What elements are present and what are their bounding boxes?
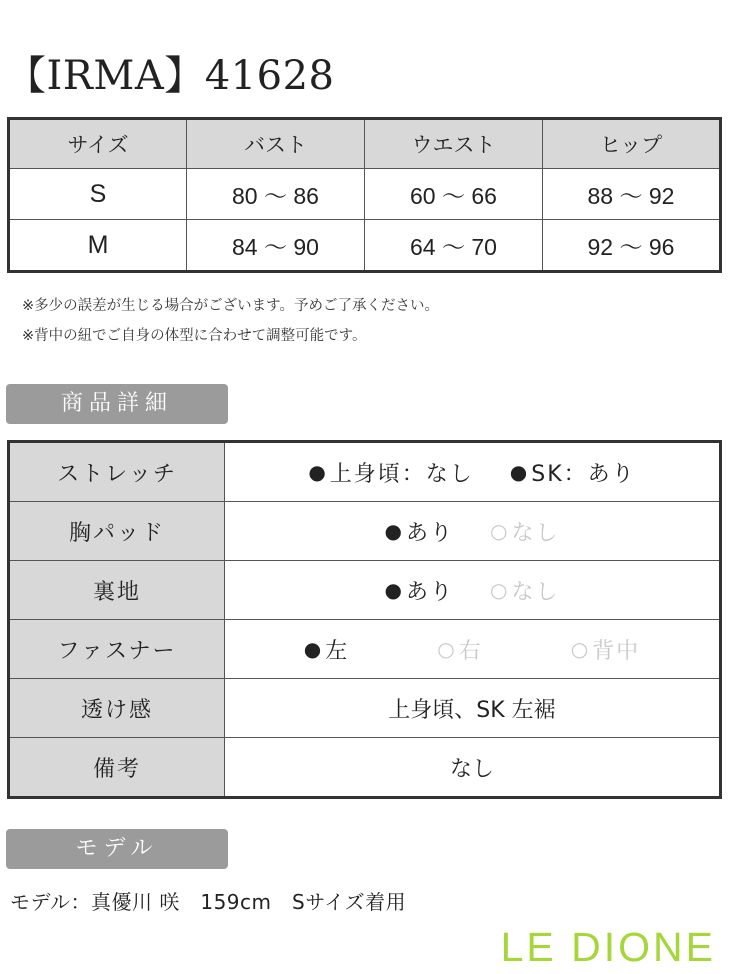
product-title: 【IRMA】41628	[6, 53, 335, 99]
size-cell: S	[9, 169, 187, 220]
option-label: 上身頃：なし	[329, 461, 474, 487]
size-cell: 92 〜 96	[543, 220, 721, 272]
option-label: あり	[405, 520, 454, 546]
option-unselected	[490, 516, 559, 547]
note-error: ※多少の誤差が生じる場合がございます。予めご了承ください。	[22, 298, 439, 314]
size-table	[7, 117, 722, 273]
header-cell: ヒップ	[543, 119, 721, 169]
header-cell: サイズ	[9, 119, 187, 169]
detail-row-pad	[9, 502, 721, 561]
option-selected	[304, 634, 349, 665]
size-cell: M	[9, 220, 187, 272]
size-cell: 80 〜 86	[187, 169, 365, 220]
sheer-value: 上身頃、SK 左裾	[225, 679, 721, 738]
size-row-s	[9, 169, 721, 220]
detail-section-tag: 商品詳細	[6, 384, 228, 424]
detail-label: ファスナー	[9, 620, 225, 679]
detail-row-sheer	[9, 679, 721, 738]
detail-row-zipper	[9, 620, 721, 679]
filled-circle-icon: ●	[303, 637, 324, 661]
option-label: SK：あり	[531, 461, 636, 487]
option-label: なし	[511, 579, 560, 605]
remarks-value: なし	[225, 738, 721, 798]
note-adjust: ※背中の紐でご自身の体型に合わせて調整可能です。	[22, 328, 367, 344]
detail-row-lining	[9, 561, 721, 620]
detail-label: ストレッチ	[9, 442, 225, 502]
empty-circle-icon: ○	[437, 637, 457, 661]
filled-circle-icon: ●	[384, 578, 404, 602]
size-cell: 64 〜 70	[365, 220, 543, 272]
size-row-m	[9, 220, 721, 272]
option-unselected	[571, 634, 640, 665]
pad-options	[225, 516, 719, 547]
option-selected	[385, 516, 454, 547]
filled-circle-icon: ●	[384, 519, 404, 543]
option-selected	[385, 575, 454, 606]
model-info: モデル：真優川 咲 159cm Sサイズ着用	[10, 890, 407, 914]
filled-circle-icon: ●	[509, 460, 530, 484]
option-selected	[308, 457, 473, 488]
detail-label: 裏地	[9, 561, 225, 620]
size-cell: 60 〜 66	[365, 169, 543, 220]
zipper-options	[225, 634, 719, 665]
size-cell: 84 〜 90	[187, 220, 365, 272]
detail-row-stretch	[9, 442, 721, 502]
header-cell: バスト	[187, 119, 365, 169]
option-selected	[510, 457, 636, 488]
size-table-header	[9, 119, 721, 169]
brand-logo: LE DIONE	[500, 924, 716, 970]
empty-circle-icon: ○	[490, 519, 510, 543]
detail-label: 透け感	[9, 679, 225, 738]
option-label: 左	[325, 638, 350, 664]
filled-circle-icon: ●	[308, 460, 328, 484]
detail-table	[7, 440, 722, 799]
stretch-options	[225, 457, 719, 488]
detail-row-remarks	[9, 738, 721, 798]
detail-label: 胸パッド	[9, 502, 225, 561]
option-label: 右	[458, 638, 483, 664]
option-unselected	[490, 575, 559, 606]
option-label: あり	[405, 579, 454, 605]
size-cell: 88 〜 92	[543, 169, 721, 220]
option-unselected	[437, 634, 482, 665]
model-section-tag: モデル	[6, 829, 228, 869]
empty-circle-icon: ○	[490, 578, 510, 602]
lining-options	[225, 575, 719, 606]
option-label: なし	[511, 520, 560, 546]
empty-circle-icon: ○	[570, 637, 591, 661]
detail-label: 備考	[9, 738, 225, 798]
option-label: 背中	[592, 638, 641, 664]
header-cell: ウエスト	[365, 119, 543, 169]
